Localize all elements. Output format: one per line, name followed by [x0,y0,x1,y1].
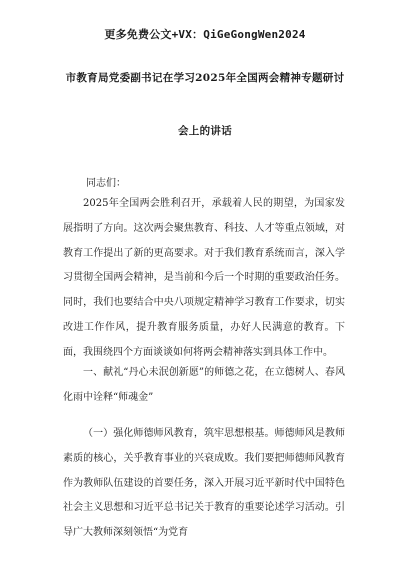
body-paragraph-1 [63,192,345,366]
title-line-1: 市教育局党委副书记在学习2025年全国两会精神专题研讨 [65,72,345,84]
paragraph-text: 一、献礼“丹心未泯创新愿”的师德之花，在立德树人、春风化雨中诠释“师魂金” [63,367,345,403]
salutation: 同志们： [86,178,126,189]
header-note: 更多免费公文+VX：QiGeGongWen2024 [104,28,306,41]
title-line-2: 会上的讲话 [178,125,232,137]
paragraph-text: 2025年全国两会胜利召开，承载着人民的期望，为国家发展指明了方向。这次两会聚焦教育、科技、人才等重点领域，对教育工作提出了新的更高要求。对于我们教育系统而言，深入学习贯彻全国两会精神，是当前和今后一个时期的重要政治任务。同时，我们也要结合中央八项规定精神学习教育工作要求，切实改进工作作风，提升教育服务质量，办好人民满意的教育。下面，我围绕四个方面谈谈如何将两会精神落实到具体工作中。 [63,198,345,358]
paragraph-text: （一）强化师德师风教育，筑牢思想根基。师德师风是教师素质的核心，关乎教育事业的兴衰成败。我们要把师德师风教育作为教师队伍建设的首要任务，深入开展习近平新时代中国特色社会主义思想和习近平总书记关于教育的重要论述学习活动。引导广大教师深刻领悟“为党育 [63,428,345,539]
body-paragraph-2 [63,422,345,546]
section-heading-1 [63,361,345,411]
